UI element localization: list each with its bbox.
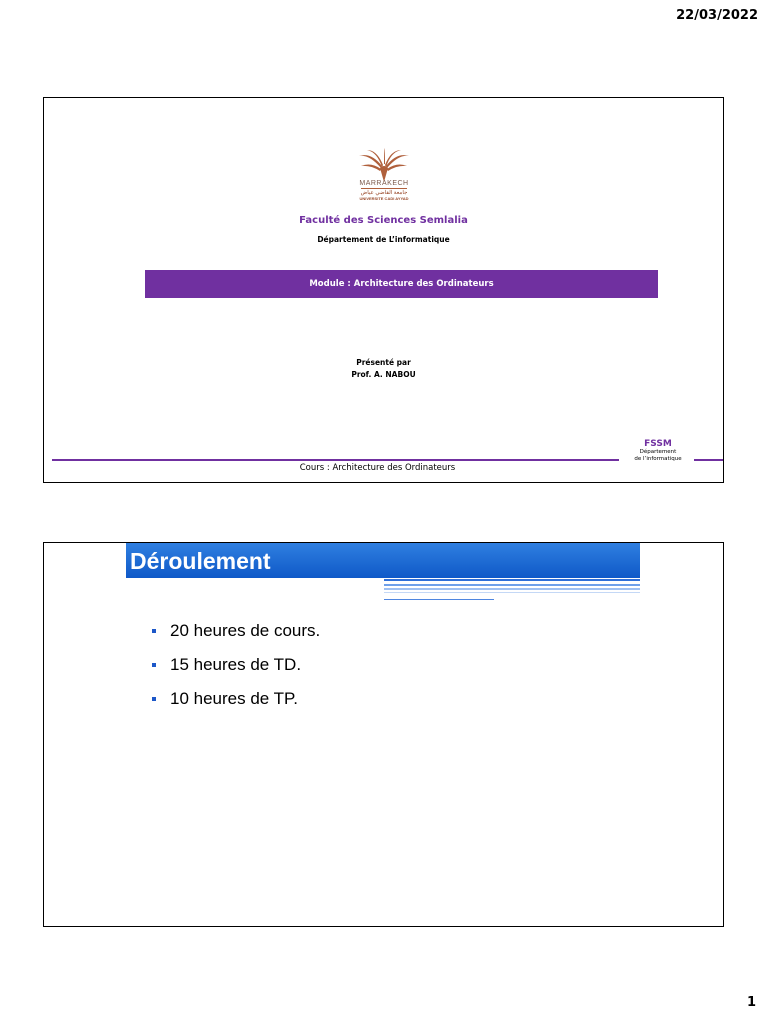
- list-item: [152, 621, 320, 655]
- list-item-text: 20 heures de cours.: [170, 621, 321, 640]
- logo-divider: [361, 188, 407, 189]
- bullet-icon: [152, 697, 156, 701]
- fssm-sub-1: Département: [639, 449, 677, 455]
- title-slide: [43, 97, 724, 483]
- university-logo: [339, 148, 429, 201]
- department-name: Département de L’informatique: [317, 235, 450, 244]
- title-stripe: [384, 599, 494, 600]
- bullet-icon: [152, 663, 156, 667]
- footer-course-title: Cours : Architecture des Ordinateurs: [299, 463, 456, 473]
- list-item-text: 15 heures de TD.: [170, 655, 302, 674]
- page-date: 22/03/2022: [676, 8, 758, 23]
- title-stripe: [384, 579, 640, 581]
- content-slide: [43, 542, 724, 927]
- slide-title-bar: [126, 543, 640, 578]
- title-stripe: [384, 584, 640, 586]
- list-item-text: 10 heures de TP.: [170, 689, 298, 708]
- faculty-name: Faculté des Sciences Semlalia: [299, 215, 468, 226]
- footer-divider-left: [52, 459, 619, 461]
- slide-title: Déroulement: [130, 548, 271, 574]
- page-number: 1: [746, 995, 756, 1010]
- presenter-block: [44, 357, 723, 381]
- list-item: [152, 689, 320, 723]
- fssm-block: [624, 439, 692, 463]
- logo-city-text: MARRAKECH: [359, 180, 409, 187]
- fssm-sub-2: de l’informatique: [634, 456, 682, 462]
- bullet-icon: [152, 629, 156, 633]
- presented-by-label: Présenté par: [356, 358, 411, 367]
- palm-logo-icon: [357, 148, 411, 182]
- professor-name: Prof. A. NABOU: [351, 370, 416, 379]
- title-stripe: [384, 592, 640, 593]
- footer-divider-right: [694, 459, 724, 461]
- bullet-list: [152, 621, 320, 723]
- title-stripe: [384, 588, 640, 590]
- logo-university-text: UNIVERSITE CADI AYYAD: [359, 196, 409, 201]
- fssm-title: FSSM: [644, 439, 672, 449]
- logo-arabic-text: جامعة القاضي عياض: [360, 190, 408, 196]
- module-banner: Module : Architecture des Ordinateurs: [145, 270, 658, 298]
- list-item: [152, 655, 320, 689]
